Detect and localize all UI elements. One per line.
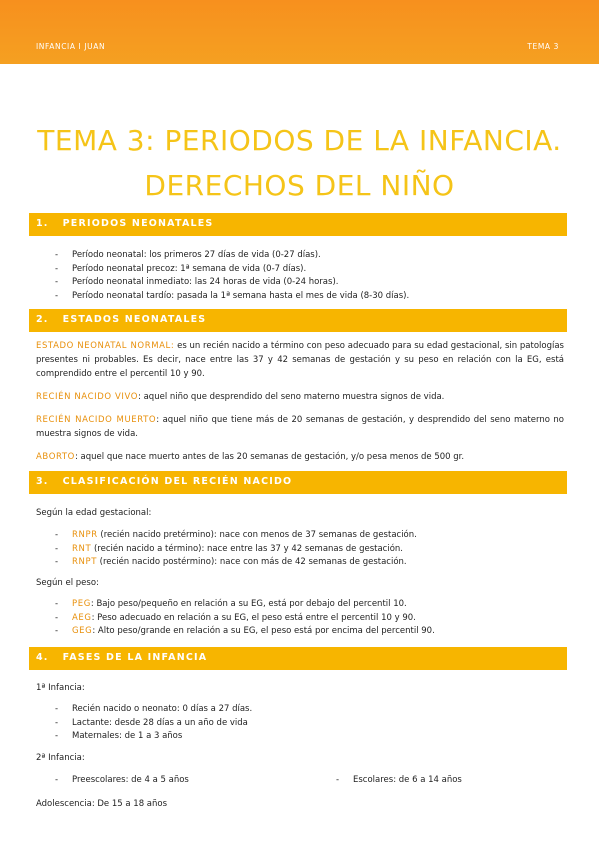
term-estado-normal: ESTADO NEONATAL NORMAL: (36, 341, 175, 351)
page-title (0, 118, 599, 208)
list-item (55, 625, 435, 639)
periodos-list (55, 249, 409, 303)
section-number: 3. (36, 476, 49, 487)
list-item: - Período neonatal inmediato: las 24 horas de vida (0-24 horas). (55, 276, 409, 290)
section-heading-periodos (29, 213, 567, 236)
page-title-line1: TEMA 3: PERIODOS DE LA INFANCIA. (37, 124, 562, 157)
aborto-text: : aquel que nace muerto antes de las 20 semanas de gestación, y/o pesa menos de 500 gr. (74, 452, 465, 462)
list-item (55, 598, 435, 612)
section-label: FASES DE LA INFANCIA (62, 652, 208, 663)
list-item: - Período neonatal tardío: pasada la 1ª semana hasta el mes de vida (8-30 días). (55, 290, 409, 304)
estado-normal-paragraph (36, 339, 564, 381)
list-item (55, 529, 417, 543)
list-item (55, 543, 417, 557)
term-rnt: RNT (72, 543, 92, 554)
term-geg: GEG (72, 626, 93, 636)
list-item (55, 612, 435, 626)
section-heading-estados (29, 309, 567, 332)
primera-infancia-label: 1ª Infancia: (36, 683, 85, 693)
segunda-infancia-list-right (336, 774, 462, 788)
aborto-paragraph (36, 450, 564, 464)
list-item-text: (recién nacido a término): nace entre las 37 y 42 semanas de gestación. (91, 543, 404, 554)
list-item: - Maternales: de 1 a 3 años (55, 730, 252, 744)
page-title-line2: DERECHOS DEL NIÑO (144, 169, 455, 202)
peso-label: Según el peso: (36, 578, 99, 588)
section-number: 2. (36, 314, 49, 325)
list-item: - Período neonatal precoz: 1ª semana de vida (0-7 días). (55, 263, 409, 277)
header-left-text: INFANCIA I JUAN (36, 42, 106, 51)
page-header-bar (0, 0, 599, 64)
term-aeg: AEG (72, 612, 92, 623)
recien-nacido-vivo-paragraph (36, 390, 564, 404)
recien-nacido-muerto-text: : aquel niño que tiene más de 20 semanas de gestación, y desprendido del seno materno no muestra signos de vida. (36, 415, 565, 439)
section-number: 1. (36, 218, 49, 229)
list-item: - Preescolares: de 4 a 5 años (55, 774, 189, 788)
recien-nacido-vivo-text: : aquel niño que desprendido del seno materno muestra signos de vida. (138, 392, 445, 402)
recien-nacido-muerto-paragraph (36, 413, 564, 441)
peso-list (55, 598, 435, 639)
term-recien-nacido-vivo: RECIÉN NACIDO VIVO (36, 392, 139, 402)
list-item (55, 556, 417, 570)
term-peg: PEG (72, 599, 91, 609)
segunda-infancia-list-left (55, 774, 189, 788)
list-item-text: (recién nacido pretérmino): nace con menos de 37 semanas de gestación. (97, 530, 417, 540)
term-rnpt: RNPT (72, 557, 97, 567)
section-label: CLASIFICACIÓN DEL RECIÉN NACIDO (62, 476, 293, 487)
edad-gestacional-list (55, 529, 417, 570)
section-heading-clasificacion (29, 471, 567, 494)
list-item-text: : Bajo peso/pequeño en relación a su EG, está por debajo del percentil 10. (90, 599, 407, 609)
primera-infancia-list (55, 703, 252, 744)
adolescencia-line: Adolescencia: De 15 a 18 años (36, 799, 168, 809)
section-number: 4. (36, 652, 49, 663)
list-item-text: (recién nacido postérmino): nace con más de 42 semanas de gestación. (96, 557, 407, 567)
header-right-text: TEMA 3 (527, 42, 559, 51)
edad-gestacional-label: Según la edad gestacional: (36, 508, 152, 518)
segunda-infancia-label: 2ª Infancia: (36, 753, 85, 763)
list-item: - Lactante: desde 28 días a un año de vida (55, 717, 252, 731)
term-rnpr: RNPR (72, 530, 98, 540)
term-aborto: ABORTO (36, 452, 75, 462)
section-label: ESTADOS NEONATALES (62, 314, 207, 325)
estado-normal-text: es un recién nacido a término con peso adecuado para su edad gestacional, sin patologías presentes ni probables. Es decir, nace entre las 37 y 42 semanas de gestación y su peso en relación con la EG, está comprendido entre el percentil 10 y 90. (36, 341, 564, 379)
list-item-text: : Peso adecuado en relación a su EG, el peso está entre el percentil 10 y 90. (91, 612, 416, 623)
list-item-text: : Alto peso/grande en relación a su EG, el peso está por encima del percentil 90. (92, 626, 435, 636)
section-heading-fases (29, 647, 567, 670)
list-item: - Escolares: de 6 a 14 años (336, 774, 462, 788)
section-label: PERIODOS NEONATALES (62, 218, 214, 229)
list-item: - Período neonatal: los primeros 27 días de vida (0-27 días). (55, 249, 409, 263)
term-recien-nacido-muerto: RECIÉN NACIDO MUERTO (36, 415, 157, 425)
list-item: - Recién nacido o neonato: 0 días a 27 días. (55, 703, 252, 717)
